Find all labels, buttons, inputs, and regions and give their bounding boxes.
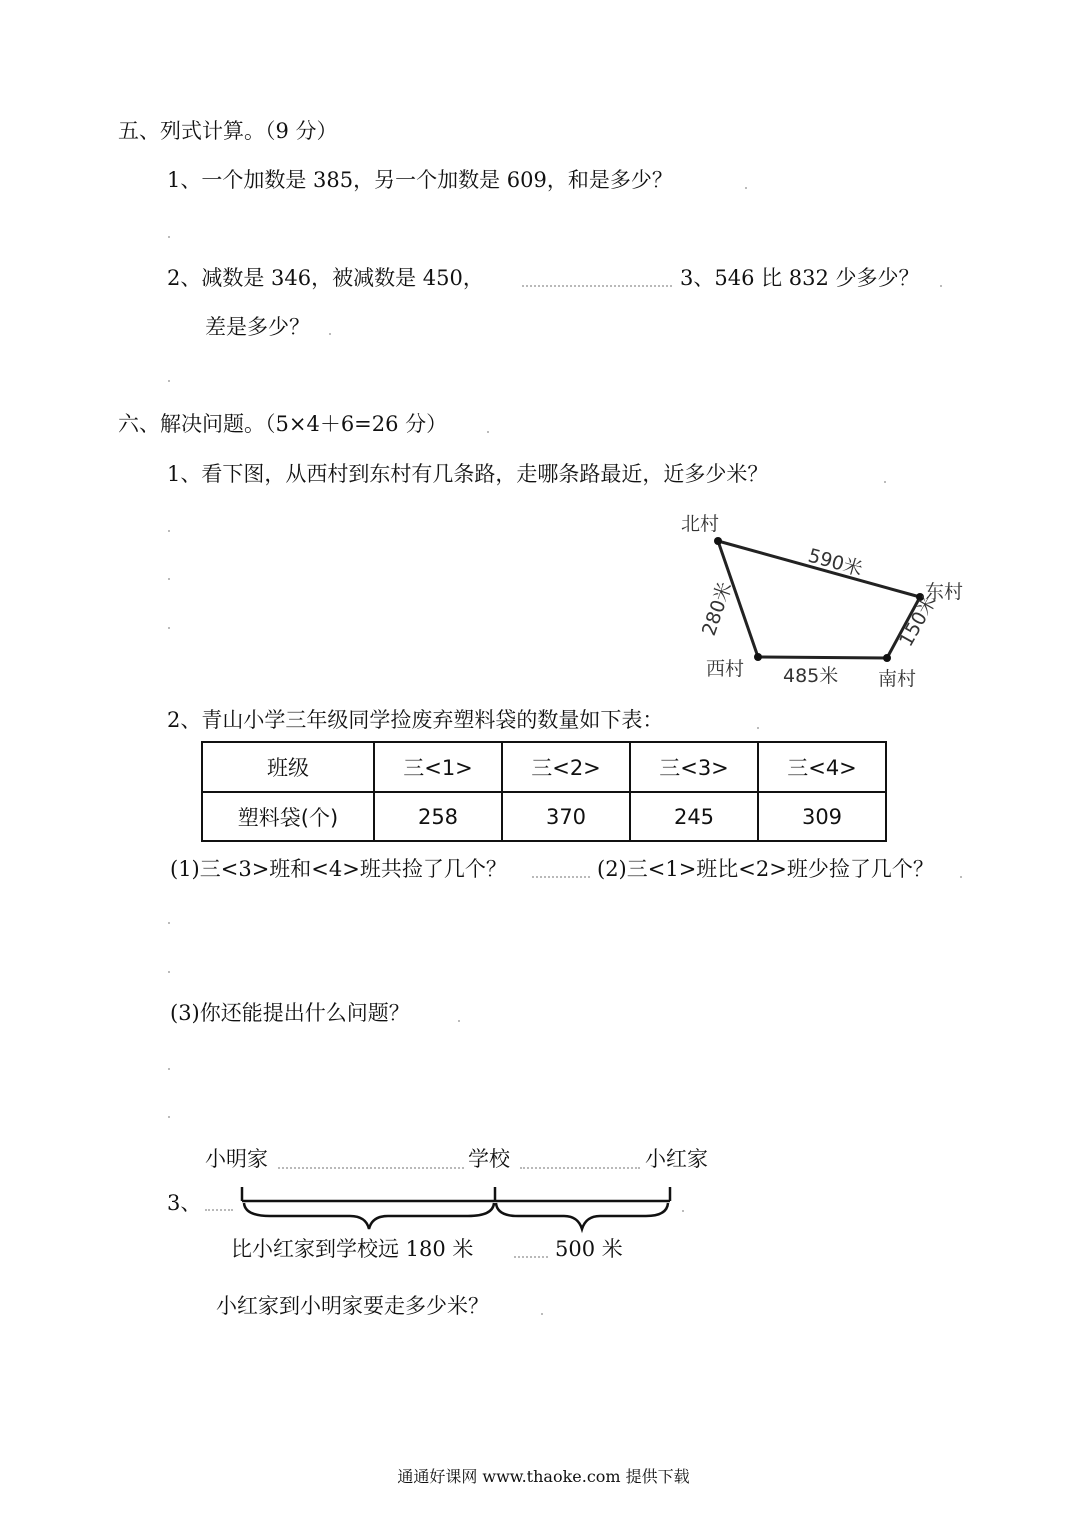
label-south-village: 南村 — [878, 668, 917, 690]
dot-marker — [541, 1313, 543, 1315]
question-6-1: 1、看下图，从西村到东村有几条路，走哪条路最近，近多少米？ — [167, 462, 769, 486]
brace-left-text: 比小红家到学校远 180 米 — [231, 1237, 474, 1261]
dot-marker — [682, 1210, 684, 1212]
distance-west-south: 485米 — [783, 665, 839, 687]
question-5-1: 1、一个加数是 385，另一个加数是 609，和是多少？ — [167, 168, 673, 192]
question-6-3: 小红家到小明家要走多少米？ — [216, 1294, 489, 1318]
question-5-2: 2、减数是 346，被减数是 450， — [167, 266, 484, 290]
table-cell: 309 — [758, 792, 886, 841]
page-footer: 通通好课网 www.thaoke.com 提供下载 — [397, 1467, 690, 1486]
table-cell: 258 — [374, 792, 502, 841]
label-east-village: 东村 — [925, 581, 964, 603]
dotted-spacer — [514, 1256, 548, 1258]
question-6-2-3: (3)你还能提出什么问题？ — [170, 1001, 410, 1025]
distance-east-south: 150米 — [895, 591, 942, 651]
label-xiaohong-home: 小红家 — [645, 1147, 708, 1171]
table-cell: 三<2> — [502, 742, 630, 792]
question-5-3: 3、546 比 832 少多少？ — [680, 266, 920, 290]
brace-right-text: 500 米 — [555, 1237, 623, 1261]
table-cell: 370 — [502, 792, 630, 841]
table-cell: 三<3> — [630, 742, 758, 792]
label-west-village: 西村 — [706, 658, 745, 680]
section-5-title: 五、列式计算。（9 分） — [118, 119, 338, 143]
question-6-3-number: 3、 — [167, 1191, 202, 1215]
table-cell: 塑料袋(个) — [202, 792, 374, 841]
section-6-title: 六、解决问题。（5×4＋6=26 分） — [118, 412, 448, 436]
label-school: 学校 — [468, 1147, 510, 1171]
table-cell: 班级 — [202, 742, 374, 792]
label-north-village: 北村 — [681, 513, 720, 535]
table-cell: 三<1> — [374, 742, 502, 792]
distance-west-north: 280米 — [697, 579, 737, 639]
question-6-2-1: (1)三<3>班和<4>班共捡了几个？ — [170, 857, 507, 881]
question-5-2-cont: 差是多少？ — [205, 315, 310, 339]
question-6-2-2: (2)三<1>班比<2>班少捡了几个？ — [597, 857, 934, 881]
question-6-2: 2、青山小学三年级同学捡废弃塑料袋的数量如下表： — [167, 708, 664, 732]
distance-north-east: 590米 — [805, 544, 865, 581]
table-cell: 245 — [630, 792, 758, 841]
brace-right — [496, 1203, 668, 1229]
brace-left — [244, 1203, 494, 1229]
label-xiaoming-home: 小明家 — [205, 1147, 268, 1171]
table-cell: 三<4> — [758, 742, 886, 792]
